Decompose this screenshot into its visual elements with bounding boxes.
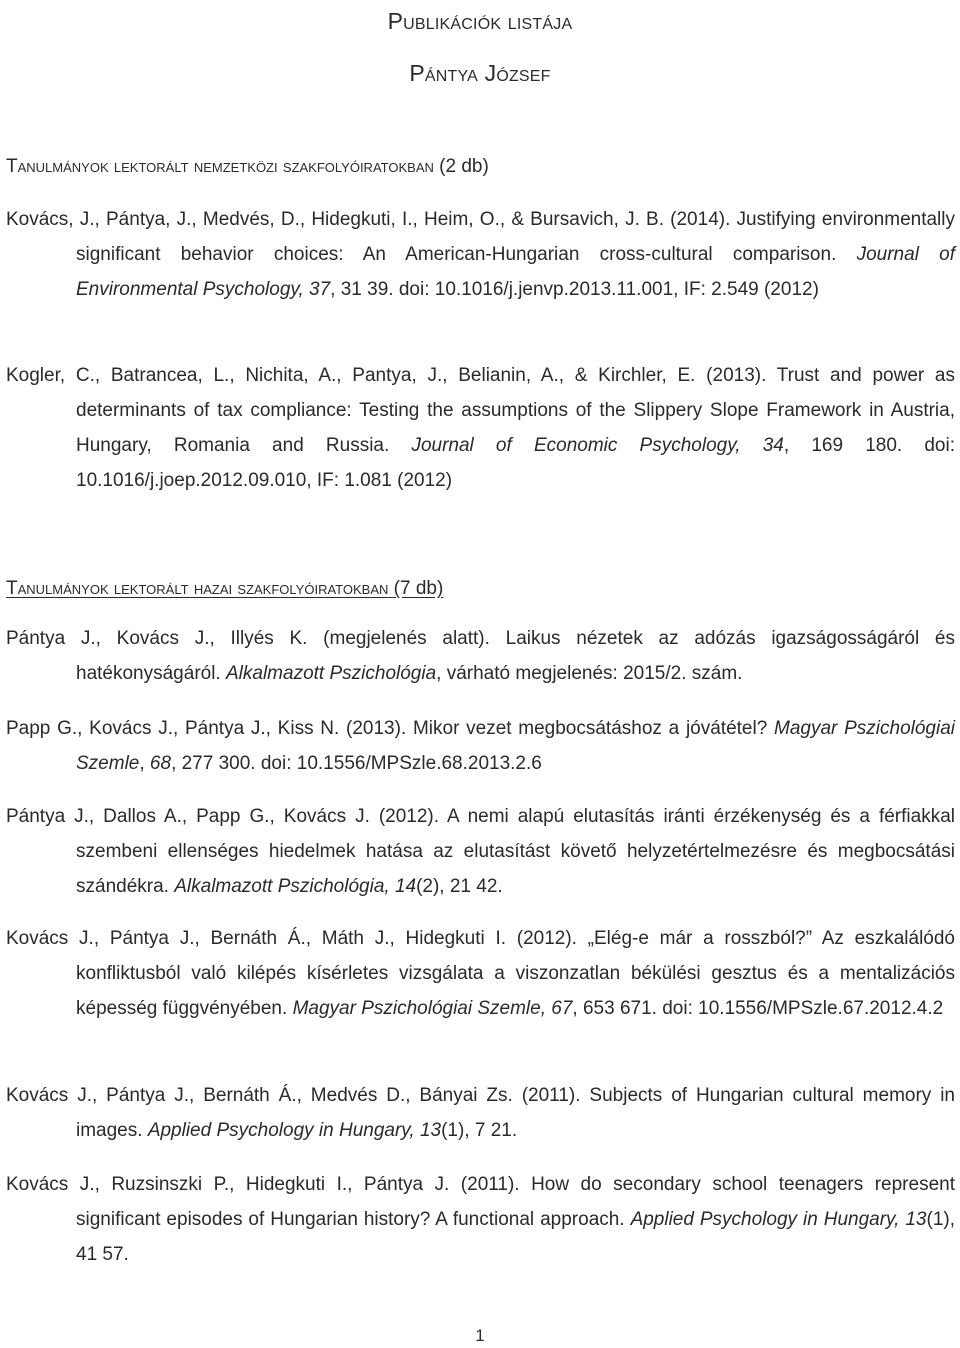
entry-journal: Alkalmazott Pszichológia <box>226 663 437 684</box>
entry-text: Kogler, C., Batrancea, L., Nichita, A., Pantya, J., Belianin, A., & Kirchler, E. (2013). Trust and power as determinants of tax compliance: Testing the assumptions of the Slippery Slope Framework in Austria, Hungary, Romania and Russia. <box>6 365 955 456</box>
entry-text-tail: (2), 21 42. <box>416 876 503 897</box>
entry-text-tail: , 169 180. doi: 10.1016/j.joep.2012.09.010, IF: 1.081 (2012) <box>76 435 955 491</box>
entry-journal: Journal of Environmental Psychology, 37 <box>76 244 955 300</box>
entry-journal: Journal of Economic Psychology, 34 <box>411 435 784 456</box>
document-title: Publikációk listája <box>387 8 573 34</box>
entry-text-tail: (1), 41 57. <box>76 1209 955 1265</box>
document-author: Pántya József <box>409 60 551 86</box>
entry-text: Kovács J., Ruzsinszki P., Hidegkuti I., Pántya J. (2011). How do secondary school teenagers represent significant episodes of Hungarian history? A functional approach. <box>6 1174 955 1230</box>
entry-text-tail: , 277 300. doi: 10.1556/MPSzle.68.2013.2.6 <box>171 753 542 774</box>
entry-text: Pántya J., Dallos A., Papp G., Kovács J. (2012). A nemi alapú elutasítás iránti érzékenység és a férfiakkal szembeni ellenséges hiedelmek hatása az elutasítást követő helyzetértelmezésre és megbocsátási szándékra. <box>6 806 955 897</box>
section-heading-text: Tanulmányok lektorált nemzetközi szakfolyóiratokban <box>6 156 434 177</box>
publication-entry <box>6 621 955 691</box>
entry-text-tail: , 31 39. doi: 10.1016/j.jenvp.2013.11.001, IF: 2.549 (2012) <box>330 279 819 300</box>
publication-entry <box>6 711 955 781</box>
entry-text: Papp G., Kovács J., Pántya J., Kiss N. (2013). Mikor vezet megbocsátáshoz a jóvátétel? <box>6 718 775 739</box>
entry-text: Pántya J., Kovács J., Illyés K. (megjelenés alatt). Laikus nézetek az adózás igazságosságáról és hatékonyságáról. <box>6 628 955 684</box>
publication-entry <box>6 358 955 498</box>
publication-entry <box>6 1078 955 1148</box>
entry-journal: Magyar Pszichológiai Szemle <box>76 718 955 774</box>
entry-text-tail: , várható megjelenés: 2015/2. szám. <box>436 663 743 684</box>
publication-entry <box>6 1167 955 1272</box>
publication-entry <box>6 921 955 1026</box>
entry-journal: Magyar Pszichológiai Szemle, 67 <box>292 998 573 1019</box>
entry-text-mid: , <box>139 753 150 774</box>
entry-journal: Applied Psychology in Hungary, 13 <box>147 1120 442 1141</box>
section-heading-domestic <box>6 578 443 600</box>
entry-journal: Applied Psychology in Hungary, 13 <box>630 1209 927 1230</box>
entry-volume: 68 <box>149 753 172 774</box>
entry-journal: Alkalmazott Pszichológia, 14 <box>174 876 417 897</box>
entry-text: Kovács J., Pántya J., Bernáth Á., Máth J., Hidegkuti I. (2012). „Elég-e már a rosszból?” Az eszkalálódó konfliktusból való kilépés kísérletes vizsgálata a viszonzatlan békülési gesztus és a mentalizációs képesség függvényében. <box>6 928 955 1019</box>
section-heading-count: (7 db) <box>393 578 444 599</box>
section-heading-count: (2 db) <box>439 156 489 177</box>
section-heading-text: Tanulmányok lektorált hazai szakfolyóiratokban <box>6 578 389 599</box>
page-number: 1 <box>475 1326 485 1345</box>
publication-entry <box>6 202 955 307</box>
entry-text: Kovács, J., Pántya, J., Medvés, D., Hidegkuti, I., Heim, O., & Bursavich, J. B. (2014). Justifying environmentally significant behavior choices: An American-Hungarian cross-cultural comparison. <box>6 209 955 265</box>
section-heading-international <box>6 156 489 178</box>
entry-text: Kovács J., Pántya J., Bernáth Á., Medvés D., Bányai Zs. (2011). Subjects of Hungarian cultural memory in images. <box>6 1085 955 1141</box>
entry-text-tail: , 653 671. doi: 10.1556/MPSzle.67.2012.4.2 <box>572 998 944 1019</box>
publication-entry <box>6 799 955 904</box>
entry-text-tail: (1), 7 21. <box>441 1120 518 1141</box>
